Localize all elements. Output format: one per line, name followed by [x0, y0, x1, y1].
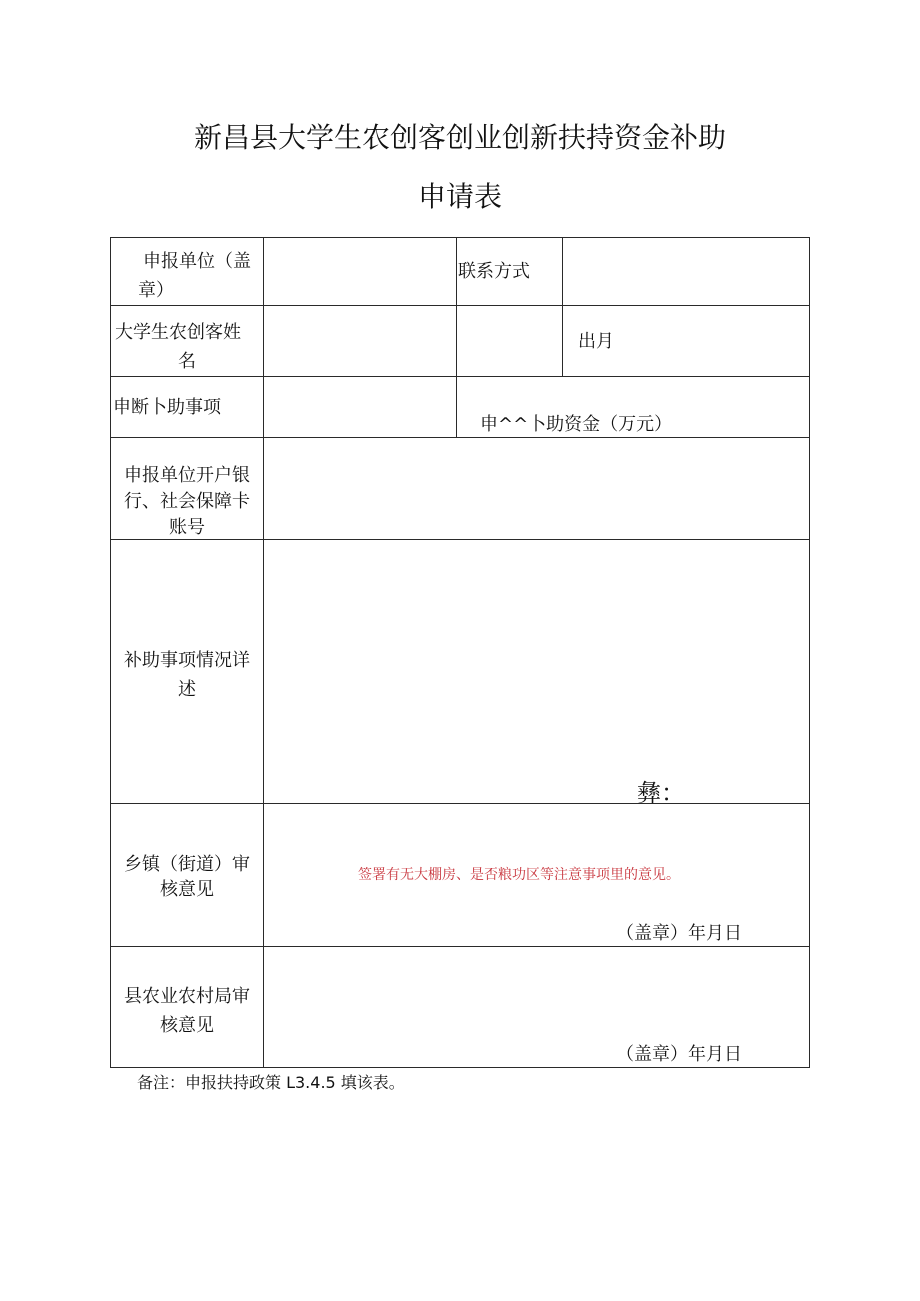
county-review-label-line2: 核意见 [160, 1015, 214, 1036]
name-label-continued: 名 [178, 351, 196, 372]
subsidy-amount-label: 申^^卜助资金（万元） [480, 414, 673, 435]
subsidy-item-label: 申断卜助事项 [113, 397, 221, 418]
county-review-label: 县农业农村局审 [124, 986, 250, 1007]
bank-account-input[interactable] [264, 438, 809, 539]
town-stamp-date: （盖章）年月日 [616, 923, 742, 944]
footnote: 备注：申报扶持政策 L3.4.5 填该表。 [137, 1073, 405, 1092]
unit-label-continued: 章） [138, 280, 174, 301]
name-label: 大学生农创客姓 [115, 322, 241, 343]
town-review-label-line2: 核意见 [160, 879, 214, 900]
detail-textarea[interactable] [264, 540, 809, 803]
detail-label-line2: 述 [178, 679, 196, 700]
subsidy-item-input[interactable] [264, 377, 456, 437]
birth-label: 出月 [578, 331, 614, 352]
applicant-signature: 彝： [637, 779, 685, 807]
bank-account-label: 申报单位开户银 [124, 465, 250, 486]
bank-account-label-line3: 账号 [169, 517, 205, 538]
county-stamp-date: （盖章）年月日 [616, 1044, 742, 1065]
detail-label: 补助事项情况详 [124, 650, 250, 671]
gender-input[interactable] [457, 306, 562, 376]
unit-label: 申报单位（盖 [143, 251, 251, 272]
contact-label: 联系方式 [458, 261, 530, 282]
row-divider [110, 376, 810, 377]
name-input[interactable] [264, 306, 456, 376]
bank-account-label-line2: 行、社会保障卡 [124, 491, 250, 512]
unit-input[interactable] [264, 238, 456, 305]
form-subtitle: 申请表 [417, 180, 502, 213]
town-review-label: 乡镇（街道）审 [124, 854, 250, 875]
form-title: 新昌县大学生农创客创业创新扶持资金补助 [193, 121, 726, 154]
contact-input[interactable] [563, 238, 809, 305]
table-border-right [809, 237, 810, 1068]
town-review-note: 签署有无大棚房、是否粮功区等注意事项里的意见。 [358, 867, 680, 883]
